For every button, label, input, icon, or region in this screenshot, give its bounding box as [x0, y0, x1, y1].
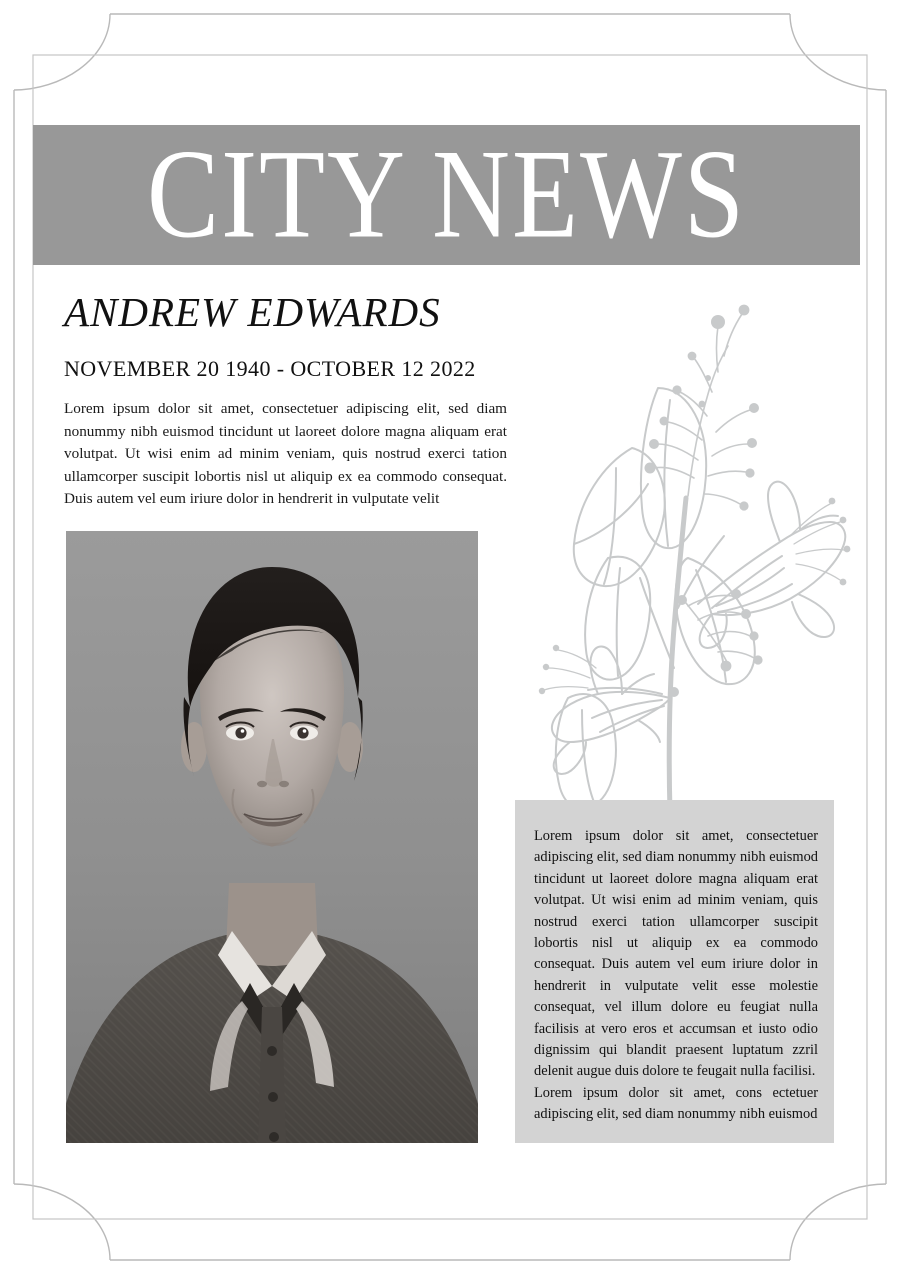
sidebar-paragraph-2: Lorem ipsum dolor sit amet, cons ectetuer adipiscing elit, sed diam nonummy nibh euismod	[534, 1084, 818, 1123]
sidebar-text-box	[515, 800, 834, 1143]
portrait-photo	[66, 531, 478, 1143]
masthead-banner	[33, 125, 860, 265]
sidebar-text-content	[534, 826, 818, 1126]
sidebar-paragraph-1: Lorem ipsum dolor sit amet, consectetuer adipiscing elit, sed diam nonummy nibh euismod tincidunt ut laoreet dolore magna aliquam erat volutpat. Ut wisi enim ad minim veniam, quis nostrud exerci tation ullamcorper suscipit lobortis nisl ut aliquip ex ea commodo consequat. Duis autem vel eum iriure dolor in hendrerit in vulputate velit esse molestie consequat, vel illum dolore eu feugiat nulla facilisis at vero eros et accumsan et iusto odio dignissim qui blandit praesent luptatum zzril delenit augue duis dolore te feugait nulla facilisi.	[534, 828, 818, 1080]
life-dates: NOVEMBER 20 1940 - OCTOBER 12 2022	[64, 356, 476, 381]
portrait-image	[66, 531, 478, 1143]
lead-paragraph: Lorem ipsum dolor sit amet, consectetuer adipiscing elit, sed diam nonummy nibh euismod tincidunt ut laoreet dolore magna aliquam erat volutpat. Ut wisi enim ad minim veniam, quis nostrud exerci tation ullamcorper suscipit lobortis nisl ut aliquip ex ea commodo consequat. Duis autem vel eum iriure dolor in hendrerit in vulputate velit	[64, 400, 507, 508]
deceased-name: ANDREW EDWARDS	[64, 289, 441, 335]
page-title: CITY NEWS	[147, 124, 746, 265]
botanical-illustration	[512, 268, 852, 813]
botanical-line-art	[512, 268, 852, 813]
